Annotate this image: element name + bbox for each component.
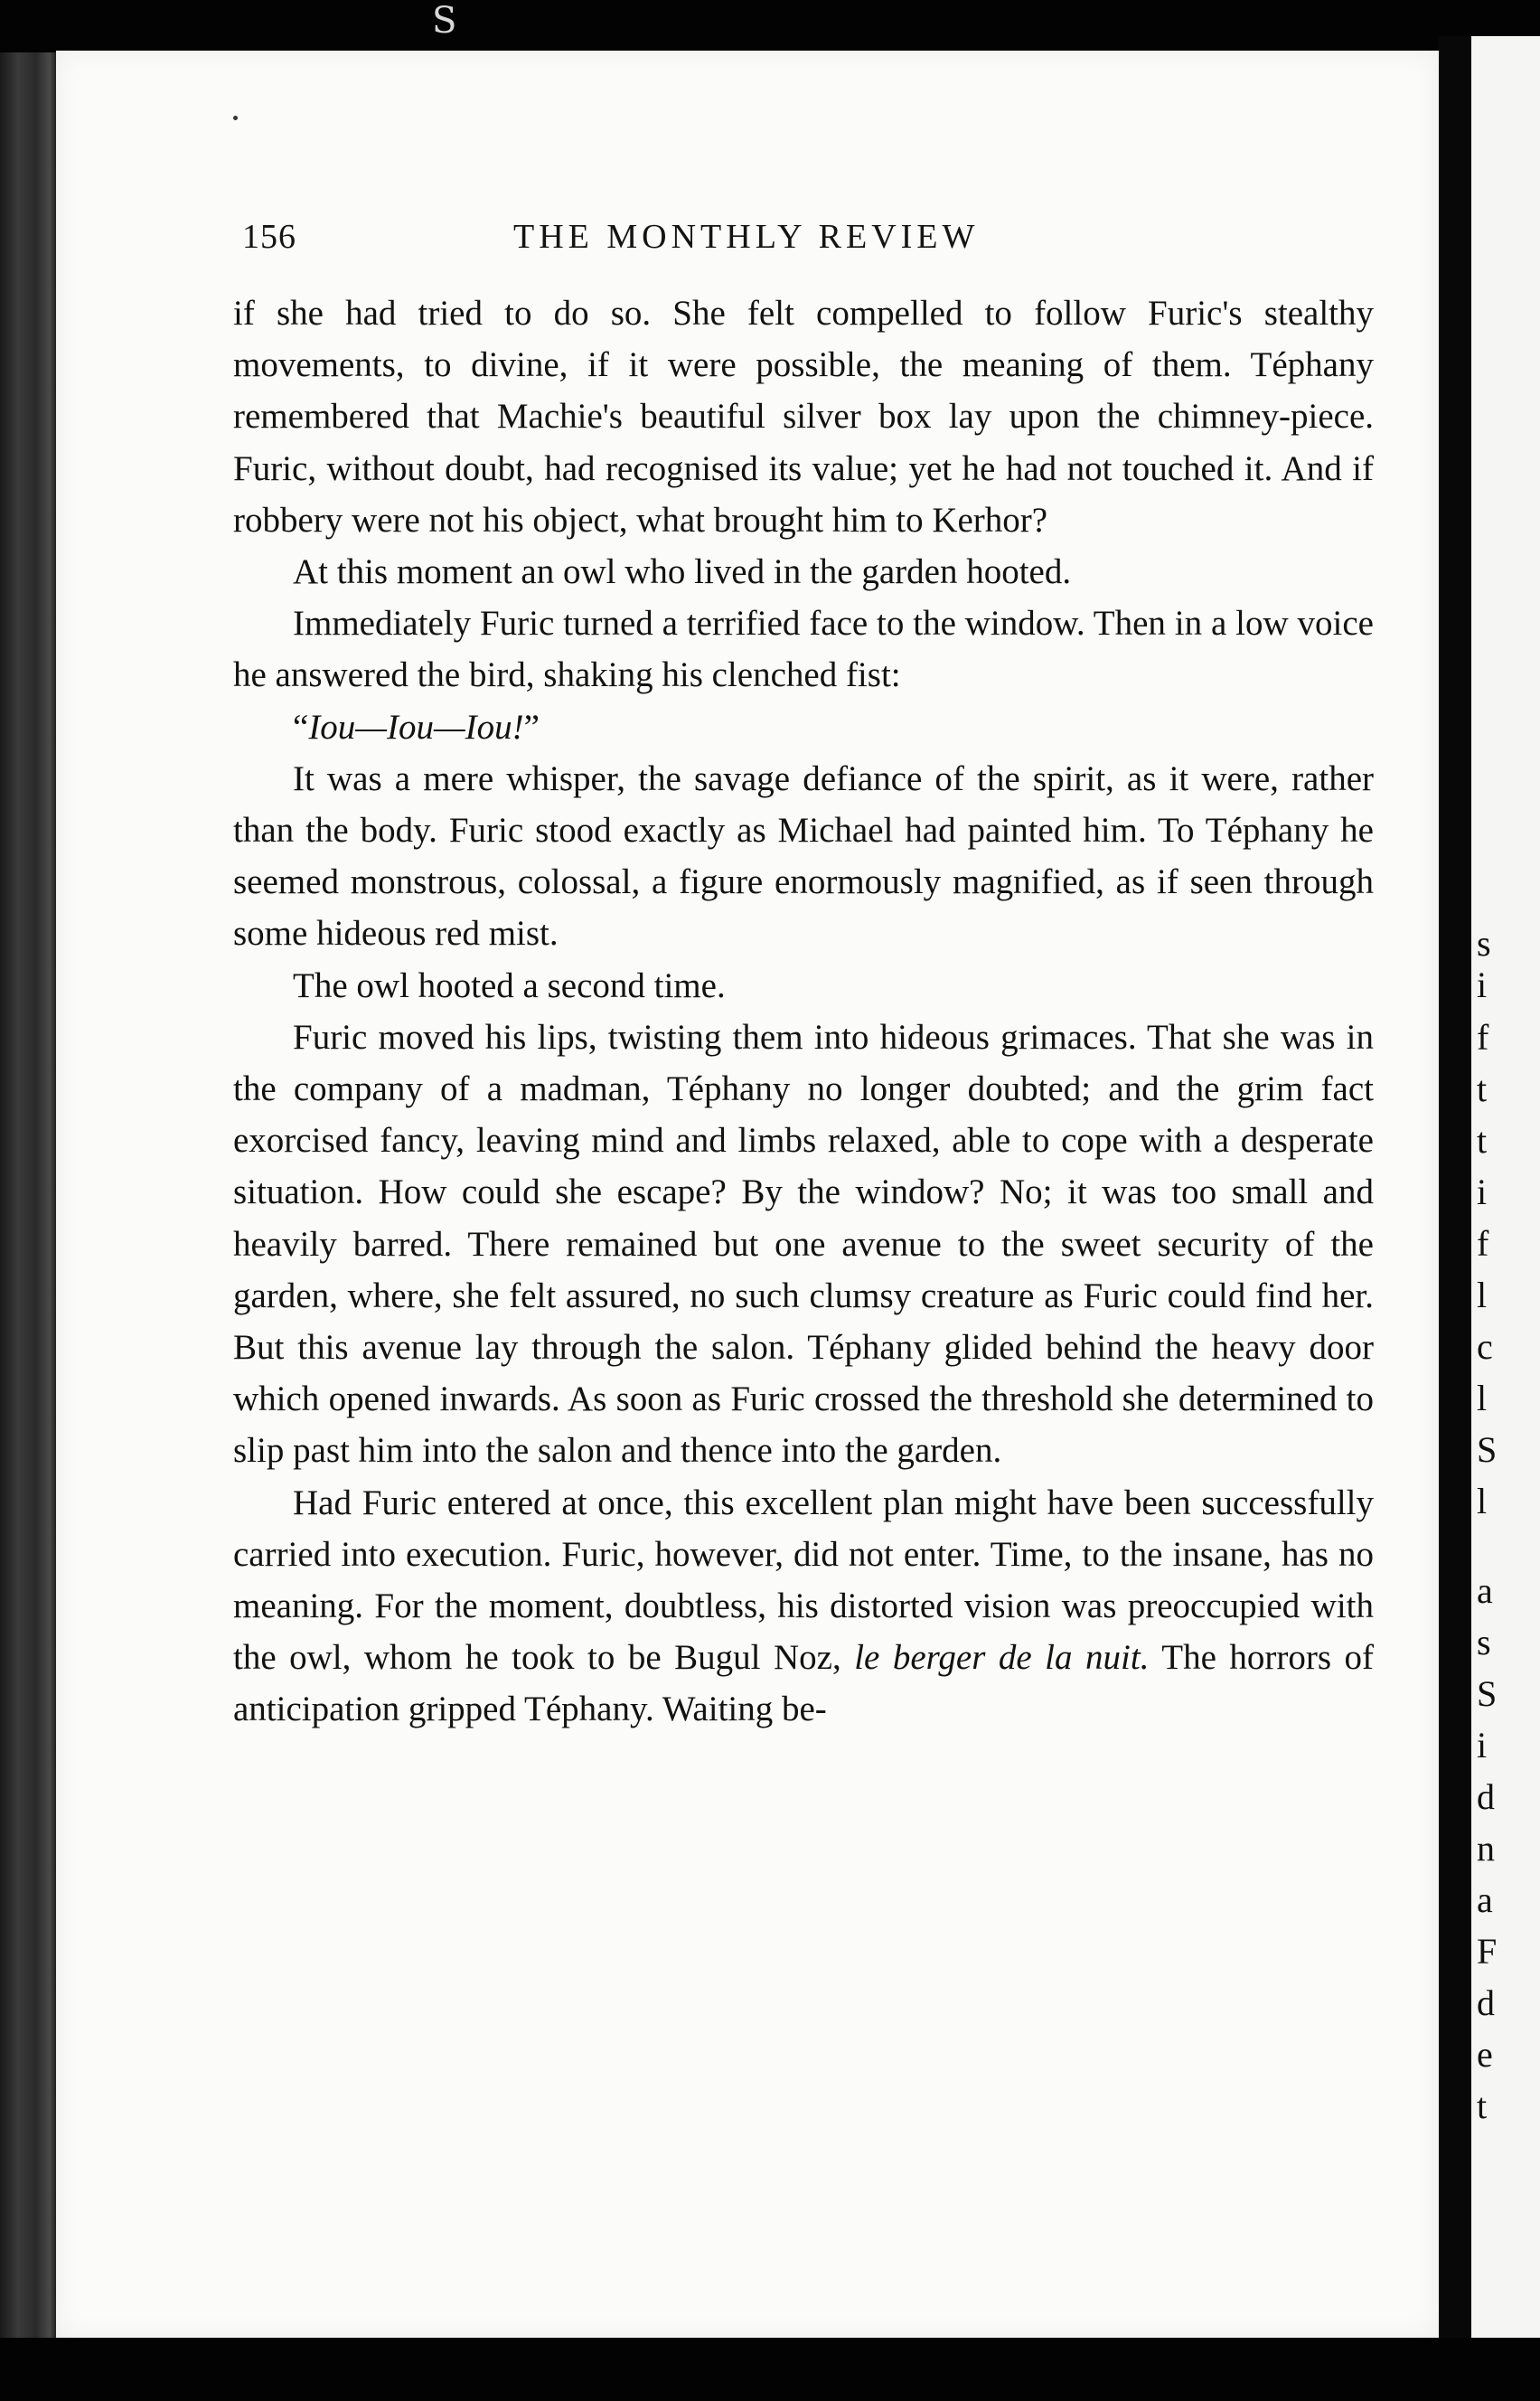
next-page-letter: l: [1477, 1275, 1488, 1315]
next-page-letter: F: [1477, 1931, 1498, 1972]
body-text: [233, 287, 1374, 1736]
next-page-letter: s: [1477, 1622, 1491, 1662]
next-page-letter: l: [1477, 1378, 1488, 1418]
paragraph: Furic moved his lips, twisting them into hideous grimaces. That she was in the company of a madman, Téphany no longer doubted; and the grim fact exorcised fancy, leaving mind and limbs relaxed, able to cope with a desperate situation. How could she escape? By the window? No; it was too small and heavily barred. There remained but one avenue to the sweet security of the garden, where, she felt assured, no such clumsy creature as Furic could find her. But this avenue lay through the salon. Téphany glided behind the heavy door which opened inwards. As soon as Furic crossed the threshold she determined to slip past him into the salon and thence into the garden.: [233, 1017, 1374, 1471]
top-scan-border: [0, 0, 1540, 54]
top-edge-mark: S: [432, 0, 457, 42]
next-page-letter: d: [1477, 1776, 1495, 1817]
paragraph: At this moment an owl who lived in the garden hooted.: [293, 552, 1072, 592]
speck: [233, 116, 238, 120]
paragraph: It was a mere whisper, the savage defiance of the spirit, as it were, rather than the body. Furic stood exactly as Michael had painted him. To Téphany he seemed monstrous, colossal, a figure enormously magnified, as if seen through some hideous red mist.: [233, 758, 1374, 954]
open-quote: “: [293, 707, 309, 747]
next-page-letter: t: [1477, 2086, 1488, 2126]
page-number: 156: [242, 218, 296, 256]
next-page-letter: c: [1477, 1326, 1493, 1367]
paragraph-text: The horrors of anticipation gripped Téphany. Waiting be-: [233, 1638, 1374, 1729]
next-page-letter: t: [1477, 1069, 1488, 1109]
running-head: THE MONTHLY REVIEW: [513, 218, 980, 256]
next-page-letter: t: [1477, 1120, 1488, 1161]
next-page-letter: i: [1477, 1725, 1488, 1765]
paragraph-text: Had Furic entered at once, this excellent plan might have been successfully carried into execution. Furic, however, did not enter. Time, to the insane, has no meaning. For the moment, doubtless, his distorted vision was preoccupied with the owl, whom he took to be Bugul Noz,: [233, 1483, 1374, 1678]
next-page-letter: i: [1477, 1172, 1488, 1212]
next-page-letter: S: [1477, 1673, 1498, 1714]
book-binding: [0, 52, 56, 2340]
paragraph: Immediately Furic turned a terrified face to the window. Then in a low voice he answered the bird, shaking his clenched fist:: [233, 604, 1374, 695]
next-page-letter: a: [1477, 1879, 1493, 1920]
italic-phrase: le berger de la nuit.: [854, 1638, 1150, 1678]
next-page-letter: i: [1477, 965, 1488, 1005]
paragraph: The owl hooted a second time.: [293, 965, 726, 1005]
next-page-letter: e: [1477, 2034, 1493, 2075]
next-page-letter: a: [1477, 1570, 1493, 1611]
next-page-letter: s: [1477, 923, 1491, 964]
bottom-scan-border: [0, 2338, 1540, 2401]
next-page-letter: S: [1477, 1429, 1498, 1470]
next-page-letter: f: [1477, 1223, 1489, 1264]
next-page-edge: [1471, 36, 1540, 2359]
page-gutter: [1439, 36, 1471, 2359]
next-page-letter: f: [1477, 1017, 1489, 1058]
next-page-letter: n: [1477, 1828, 1495, 1869]
paragraph: if she had tried to do so. She felt compelled to follow Furic's stealthy movements, to divine, if it were possible, the meaning of them. Téphany remembered that Machie's beautiful silver box lay upon the chimney-piece. Furic, without doubt, had recognised its value; yet he had not touched it. And if robbery were not his object, what brought him to Kerhor?: [233, 294, 1374, 540]
quoted-cry: [233, 701, 1374, 753]
paragraph: [233, 1477, 1374, 1736]
italic-cry: Iou—Iou—Iou!: [308, 707, 524, 747]
next-page-letter: l: [1477, 1481, 1488, 1521]
page-header: [242, 217, 1137, 271]
next-page-letter: d: [1477, 1982, 1495, 2023]
close-quote: ”: [523, 707, 540, 747]
